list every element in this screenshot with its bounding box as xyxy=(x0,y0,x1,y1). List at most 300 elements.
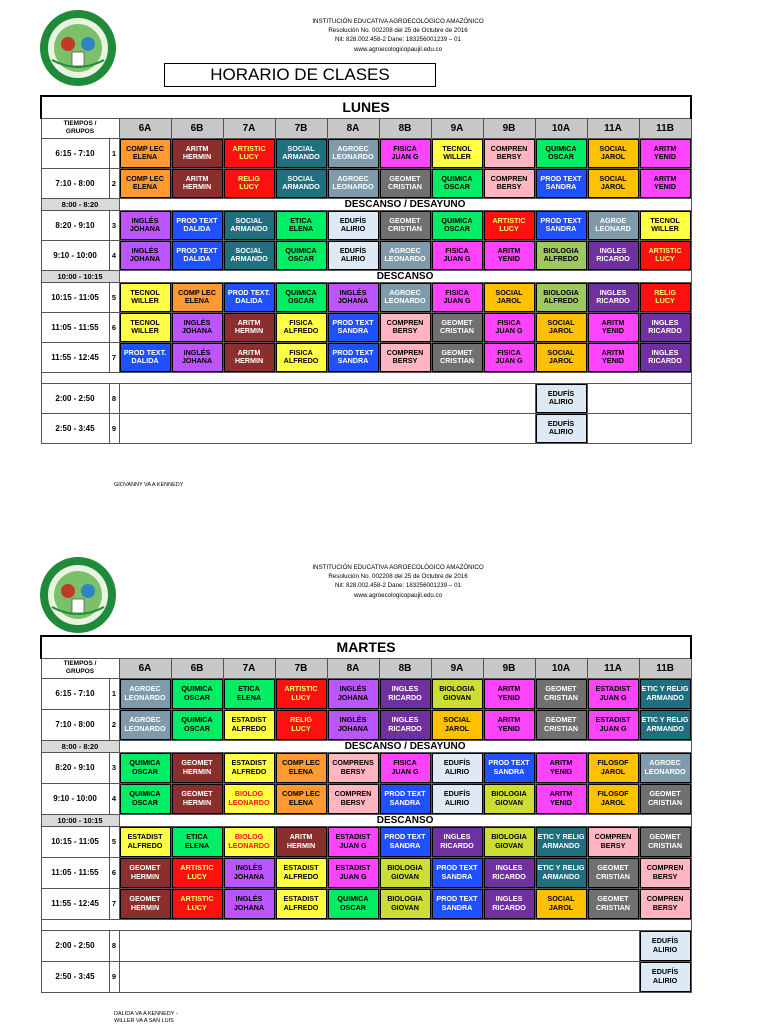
break-label: DESCANSO / DESAYUNO xyxy=(119,198,691,210)
subject-cell xyxy=(275,138,327,168)
period-number: 7 xyxy=(109,342,119,372)
subject-label: GEOMET HERMIN xyxy=(120,858,171,888)
subject-cell xyxy=(587,210,639,240)
group-header: 11A xyxy=(587,118,639,138)
subject-label: BIOLOGIA GIOVAN xyxy=(380,889,431,919)
subject-label: GEOMET CRISTIAN xyxy=(588,889,639,919)
subject-label: COMP LEC ELENA xyxy=(120,169,171,198)
subject-label: ETIC Y RELIG ARMANDO xyxy=(640,679,691,709)
subject-cell xyxy=(275,826,327,857)
subject-cell xyxy=(431,783,483,814)
subject-cell xyxy=(327,168,379,198)
subject-label: GEOMET CRISTIAN xyxy=(432,343,483,372)
subject-cell xyxy=(275,342,327,372)
subject-label: ARITM YENID xyxy=(588,343,639,372)
subject-cell xyxy=(535,888,587,919)
subject-label: ESTADIST JUAN G xyxy=(328,827,379,857)
subject-label: FISICA JUAN G xyxy=(484,313,535,342)
subject-label: RELIG LUCY xyxy=(640,283,691,312)
subject-cell xyxy=(483,888,535,919)
subject-label: FISICA ALFREDO xyxy=(276,343,327,372)
subject-cell xyxy=(483,826,535,857)
subject-label: COMPREN BERSY xyxy=(588,827,639,857)
subject-cell xyxy=(171,826,223,857)
footer-line: DALIDA VA A KENNEDY - xyxy=(114,1011,178,1017)
subject-cell xyxy=(535,752,587,783)
header-line-3: Nit: 828.002.458-2 Dane: 183256001239 – 01 xyxy=(335,582,461,590)
subject-label: ARTISTIC LUCY xyxy=(484,211,535,240)
subject-label: PROD TEXT SANDRA xyxy=(380,784,431,814)
subject-cell xyxy=(223,210,275,240)
subject-label: QUIMICA OSCAR xyxy=(120,753,171,783)
table-row xyxy=(41,168,691,198)
subject-cell xyxy=(275,888,327,919)
subject-label: FISICA JUAN G xyxy=(380,139,431,168)
tiempos-label: TIEMPOS / xyxy=(63,660,97,667)
subject-cell xyxy=(431,312,483,342)
subject-label: SOCIAL ARMANDO xyxy=(276,169,327,198)
header-line-1: INSTITUCIÓN EDUCATIVA AGROECOLÓGICO AMAZÓNICO xyxy=(312,564,484,571)
header-line-2: Resolución No. 002208 del 25 de Octubre de 2016 xyxy=(328,573,468,581)
period-number: 6 xyxy=(109,857,119,888)
subject-label: PROD TEXT SANDRA xyxy=(536,211,587,240)
subject-cell xyxy=(171,342,223,372)
subject-cell xyxy=(535,678,587,709)
table-row xyxy=(41,888,691,919)
subject-label: SOCIAL JAROL xyxy=(588,169,639,198)
time-cell: 8:20 - 9:10 xyxy=(41,752,109,783)
subject-cell xyxy=(275,709,327,740)
subject-label: QUIMICA OSCAR xyxy=(172,710,223,740)
subject-label: GEOMET CRISTIAN xyxy=(588,858,639,888)
subject-cell xyxy=(327,210,379,240)
subject-cell xyxy=(431,210,483,240)
empty-cell xyxy=(587,383,691,413)
subject-label: INGLES RICARDO xyxy=(588,283,639,312)
subject-cell xyxy=(171,678,223,709)
subject-cell xyxy=(483,678,535,709)
subject-label: ARTISTIC LUCY xyxy=(640,241,691,270)
subject-cell xyxy=(379,312,431,342)
subject-label: ARITM HERMIN xyxy=(172,169,223,198)
subject-cell xyxy=(639,138,691,168)
period-number: 8 xyxy=(109,383,119,413)
subject-cell xyxy=(119,857,171,888)
subject-label: INGLÉS JOHANA xyxy=(120,241,171,270)
table-row xyxy=(41,312,691,342)
subject-cell xyxy=(275,282,327,312)
subject-cell xyxy=(535,383,587,413)
subject-label: FISICA JUAN G xyxy=(380,753,431,783)
subject-cell xyxy=(587,857,639,888)
subject-label: EDUFÍS ALIRIO xyxy=(328,241,379,270)
subject-label: COMP LEC ELENA xyxy=(276,784,327,814)
subject-label: INGLES RICARDO xyxy=(484,889,535,919)
subject-cell xyxy=(587,783,639,814)
period-number: 4 xyxy=(109,783,119,814)
subject-cell xyxy=(275,783,327,814)
subject-label: INGLÉS JOHANA xyxy=(328,710,379,740)
subject-cell xyxy=(171,752,223,783)
subject-cell xyxy=(379,783,431,814)
period-number: 4 xyxy=(109,240,119,270)
subject-label: PROD TEXT SANDRA xyxy=(328,343,379,372)
subject-label: INGLÉS JOHANA xyxy=(172,313,223,342)
subject-cell xyxy=(171,138,223,168)
subject-cell xyxy=(223,678,275,709)
subject-cell xyxy=(483,783,535,814)
subject-cell xyxy=(379,168,431,198)
time-cell: 11:05 - 11:55 xyxy=(41,857,109,888)
subject-cell xyxy=(327,342,379,372)
time-cell: 10:15 - 11:05 xyxy=(41,282,109,312)
subject-cell xyxy=(639,783,691,814)
break-label: DESCANSO xyxy=(119,270,691,282)
subject-label: BIOLOGIA ALFREDO xyxy=(536,283,587,312)
table-row xyxy=(41,783,691,814)
table-row xyxy=(41,752,691,783)
subject-label: GEOMET CRISTIAN xyxy=(536,710,587,740)
subject-cell xyxy=(327,138,379,168)
subject-cell xyxy=(587,888,639,919)
subject-label: ESTADIST JUAN G xyxy=(328,858,379,888)
subject-cell xyxy=(587,240,639,270)
subject-label: SOCIAL JAROL xyxy=(536,889,587,919)
subject-label: ARTISTIC LUCY xyxy=(276,679,327,709)
footer-note xyxy=(114,1011,178,1025)
subject-label: EDUFÍS ALIRIO xyxy=(432,753,483,783)
subject-label: INGLES RICARDO xyxy=(588,241,639,270)
spacer-cell xyxy=(41,372,691,383)
period-number: 1 xyxy=(109,138,119,168)
subject-cell xyxy=(639,282,691,312)
subject-cell xyxy=(327,312,379,342)
subject-cell xyxy=(275,210,327,240)
subject-label: GEOMET CRISTIAN xyxy=(380,169,431,198)
subject-label: SOCIAL ARMANDO xyxy=(276,139,327,168)
group-header: 6B xyxy=(171,658,223,678)
subject-cell xyxy=(483,312,535,342)
subject-label: COMPREN BERSY xyxy=(640,889,691,919)
subject-label: ARITM YENID xyxy=(484,241,535,270)
subject-label: BIOLOGIA GIOVAN xyxy=(484,784,535,814)
subject-cell xyxy=(223,826,275,857)
subject-cell xyxy=(431,282,483,312)
subject-cell xyxy=(171,312,223,342)
subject-label: ARITM YENID xyxy=(484,679,535,709)
period-number: 9 xyxy=(109,961,119,992)
table-row xyxy=(41,857,691,888)
period-number: 8 xyxy=(109,930,119,961)
subject-cell xyxy=(171,240,223,270)
subject-label: TECNOL WILLER xyxy=(640,211,691,240)
subject-label: BIOLOG LEONARDO xyxy=(224,827,275,857)
subject-label: COMPREN BERSY xyxy=(640,858,691,888)
break-row xyxy=(41,198,691,210)
subject-label: QUIMICA OSCAR xyxy=(172,679,223,709)
grupos-label: GRUPOS xyxy=(65,668,95,675)
subject-cell xyxy=(639,961,691,992)
subject-cell xyxy=(639,888,691,919)
group-header: 9B xyxy=(483,118,535,138)
subject-cell xyxy=(379,342,431,372)
break-time: 8:00 - 8:20 xyxy=(41,198,119,210)
table-row xyxy=(41,240,691,270)
time-cell: 7:10 - 8:00 xyxy=(41,168,109,198)
subject-cell xyxy=(379,678,431,709)
subject-label: ESTADIST ALFREDO xyxy=(276,889,327,919)
subject-label: ETIC Y RELIG ARMANDO xyxy=(536,827,587,857)
break-time: 10:00 - 10:15 xyxy=(41,270,119,282)
subject-label: BIOLOGIA GIOVAN xyxy=(380,858,431,888)
group-header: 6A xyxy=(119,658,171,678)
time-cell: 2:00 - 2:50 xyxy=(41,930,109,961)
subject-label: ARTISTIC LUCY xyxy=(172,858,223,888)
subject-cell xyxy=(223,312,275,342)
subject-cell xyxy=(535,240,587,270)
subject-label: AGROEC LEONARDO xyxy=(640,753,691,783)
subject-label: PROD TEXT SANDRA xyxy=(536,169,587,198)
subject-label: INGLÉS JOHANA xyxy=(328,679,379,709)
subject-cell xyxy=(535,312,587,342)
subject-cell xyxy=(483,709,535,740)
subject-cell xyxy=(535,342,587,372)
subject-label: INGLÉS JOHANA xyxy=(224,889,275,919)
subject-label: PROD TEXT SANDRA xyxy=(380,827,431,857)
subject-label: QUIMICA OSCAR xyxy=(328,889,379,919)
subject-cell xyxy=(327,240,379,270)
subject-cell xyxy=(431,678,483,709)
subject-label: PROD TEXT. DALIDA xyxy=(224,283,275,312)
subject-cell xyxy=(587,138,639,168)
time-cell: 10:15 - 11:05 xyxy=(41,826,109,857)
subject-cell xyxy=(119,138,171,168)
subject-cell xyxy=(483,282,535,312)
subject-cell xyxy=(119,168,171,198)
subject-cell xyxy=(119,678,171,709)
group-header: 7A xyxy=(223,118,275,138)
subject-label: GEOMET CRISTIAN xyxy=(432,313,483,342)
subject-label: ESTADIST ALFREDO xyxy=(224,753,275,783)
subject-label: ESTADIST JUAN G xyxy=(588,679,639,709)
subject-cell xyxy=(119,210,171,240)
subject-label: SOCIAL JAROL xyxy=(536,343,587,372)
subject-label: GEOMET CRISTIAN xyxy=(640,784,691,814)
footer-line: WILLER VA A SAN LUIS xyxy=(114,1018,174,1024)
subject-cell xyxy=(483,857,535,888)
schedule-table-lunes xyxy=(40,95,692,444)
time-cell: 2:00 - 2:50 xyxy=(41,383,109,413)
subject-cell xyxy=(431,888,483,919)
subject-cell xyxy=(535,413,587,443)
subject-cell xyxy=(483,752,535,783)
subject-cell xyxy=(483,210,535,240)
subject-cell xyxy=(587,168,639,198)
subject-cell xyxy=(171,709,223,740)
subject-label: ESTADIST ALFREDO xyxy=(224,710,275,740)
break-time: 10:00 - 10:15 xyxy=(41,814,119,826)
subject-label: ARITM YENID xyxy=(484,710,535,740)
subject-cell xyxy=(483,342,535,372)
time-cell: 11:55 - 12:45 xyxy=(41,342,109,372)
subject-cell xyxy=(535,210,587,240)
subject-cell xyxy=(639,342,691,372)
subject-label: GEOMET HERMIN xyxy=(120,889,171,919)
subject-cell xyxy=(639,930,691,961)
subject-label: PROD TEXT SANDRA xyxy=(328,313,379,342)
subject-cell xyxy=(587,752,639,783)
subject-label: RELIG LUCY xyxy=(224,169,275,198)
subject-label: TECNOL WILLER xyxy=(120,313,171,342)
subject-cell xyxy=(223,282,275,312)
school-logo-icon xyxy=(38,555,118,635)
period-number: 3 xyxy=(109,752,119,783)
subject-label: COMPREN BERSY xyxy=(380,343,431,372)
day-title: MARTES xyxy=(41,636,691,658)
subject-label: QUIMICA OSCAR xyxy=(276,241,327,270)
subject-cell xyxy=(171,857,223,888)
subject-cell xyxy=(431,826,483,857)
subject-label: INGLES RICARDO xyxy=(380,679,431,709)
subject-cell xyxy=(379,138,431,168)
subject-label: FISICA ALFREDO xyxy=(276,313,327,342)
subject-label: QUIMICA OSCAR xyxy=(276,283,327,312)
subject-label: SOCIAL JAROL xyxy=(588,139,639,168)
grupos-label: GRUPOS xyxy=(65,128,95,135)
group-header: 7B xyxy=(275,118,327,138)
subject-label: AGROE LEONARD xyxy=(588,211,639,240)
subject-label: COMP LEC ELENA xyxy=(172,283,223,312)
period-number: 9 xyxy=(109,413,119,443)
subject-cell xyxy=(171,210,223,240)
subject-cell xyxy=(587,678,639,709)
table-row xyxy=(41,930,691,961)
subject-label: FILOSOF JAROL xyxy=(588,784,639,814)
subject-cell xyxy=(535,826,587,857)
subject-cell xyxy=(431,240,483,270)
subject-label: INGLÉS JOHANA xyxy=(224,858,275,888)
subject-label: AGROEC LEONARDO xyxy=(120,679,171,709)
time-cell: 6:15 - 7:10 xyxy=(41,678,109,709)
subject-cell xyxy=(639,826,691,857)
footer-line: GIOVANNY VA A KENNEDY xyxy=(114,482,184,488)
schedule-table-martes xyxy=(40,635,692,993)
subject-cell xyxy=(639,709,691,740)
subject-label: AGROEC LEONARDO xyxy=(120,710,171,740)
subject-cell xyxy=(483,138,535,168)
table-row xyxy=(41,210,691,240)
subject-cell xyxy=(119,282,171,312)
break-row xyxy=(41,740,691,752)
subject-label: GEOMET CRISTIAN xyxy=(640,827,691,857)
subject-label: QUIMICA OSCAR xyxy=(432,211,483,240)
footer-note xyxy=(114,482,183,489)
subject-label: SOCIAL ARMANDO xyxy=(224,211,275,240)
subject-label: QUIMICA OSCAR xyxy=(432,169,483,198)
subject-cell xyxy=(379,210,431,240)
time-cell: 2:50 - 3:45 xyxy=(41,413,109,443)
subject-cell xyxy=(223,709,275,740)
subject-label: INGLES RICARDO xyxy=(484,858,535,888)
subject-cell xyxy=(431,857,483,888)
subject-cell xyxy=(431,342,483,372)
subject-label: ARITM YENID xyxy=(588,313,639,342)
subject-label: ETIC Y RELIG ARMANDO xyxy=(536,858,587,888)
subject-cell xyxy=(639,857,691,888)
subject-cell xyxy=(119,783,171,814)
subject-label: SOCIAL ARMANDO xyxy=(224,241,275,270)
empty-cell xyxy=(119,961,639,992)
group-header: 8A xyxy=(327,118,379,138)
table-row xyxy=(41,342,691,372)
group-header: 9B xyxy=(483,658,535,678)
spacer-row xyxy=(41,372,691,383)
empty-cell xyxy=(119,383,535,413)
group-header: 9A xyxy=(431,118,483,138)
time-cell: 8:20 - 9:10 xyxy=(41,210,109,240)
subject-cell xyxy=(223,888,275,919)
subject-label: COMPREN BERSY xyxy=(484,169,535,198)
subject-label: PROD TEXT SANDRA xyxy=(432,858,483,888)
subject-cell xyxy=(431,168,483,198)
subject-cell xyxy=(327,709,379,740)
subject-cell xyxy=(379,709,431,740)
subject-cell xyxy=(223,783,275,814)
period-number: 5 xyxy=(109,826,119,857)
subject-cell xyxy=(535,857,587,888)
spacer-row xyxy=(41,919,691,930)
break-label: DESCANSO / DESAYUNO xyxy=(119,740,691,752)
subject-label: COMPREN BERSY xyxy=(380,313,431,342)
subject-label: ARITM YENID xyxy=(536,784,587,814)
subject-label: GEOMET HERMIN xyxy=(172,753,223,783)
table-row xyxy=(41,709,691,740)
subject-cell xyxy=(639,752,691,783)
subject-label: ARITM YENID xyxy=(536,753,587,783)
header-line-4: www.agroecologicopaujil.edu.co xyxy=(353,45,443,53)
empty-cell xyxy=(119,413,535,443)
subject-cell xyxy=(223,857,275,888)
subject-label: ARITM YENID xyxy=(640,169,691,198)
subject-cell xyxy=(327,888,379,919)
subject-label: COMP LEC ELENA xyxy=(120,139,171,168)
subject-label: INGLES RICARDO xyxy=(640,313,691,342)
subject-label: TECNOL WILLER xyxy=(432,139,483,168)
subject-label: SOCIAL JAROL xyxy=(484,283,535,312)
header-line-2: Resolución No. 002208 del 25 de Octubre de 2016 xyxy=(328,27,468,35)
group-header: 10A xyxy=(535,118,587,138)
table-row xyxy=(41,678,691,709)
subject-cell xyxy=(223,752,275,783)
subject-label: ESTADIST JUAN G xyxy=(588,710,639,740)
group-header: 8B xyxy=(379,118,431,138)
table-row xyxy=(41,383,691,413)
group-header: 11B xyxy=(639,658,691,678)
subject-cell xyxy=(587,709,639,740)
subject-cell xyxy=(587,826,639,857)
subject-cell xyxy=(431,709,483,740)
subject-cell xyxy=(639,678,691,709)
subject-label: ESTADIST ALFREDO xyxy=(120,827,171,857)
subject-label: BIOLOG LEONARDO xyxy=(224,784,275,814)
page-title: HORARIO DE CLASES xyxy=(164,63,436,87)
subject-label: PROD TEXT DALIDA xyxy=(172,241,223,270)
subject-label: INGLÉS JOHANA xyxy=(120,211,171,240)
subject-label: SOCIAL JAROL xyxy=(536,313,587,342)
subject-label: GEOMET CRISTIAN xyxy=(536,679,587,709)
group-header: 6B xyxy=(171,118,223,138)
subject-cell xyxy=(327,678,379,709)
